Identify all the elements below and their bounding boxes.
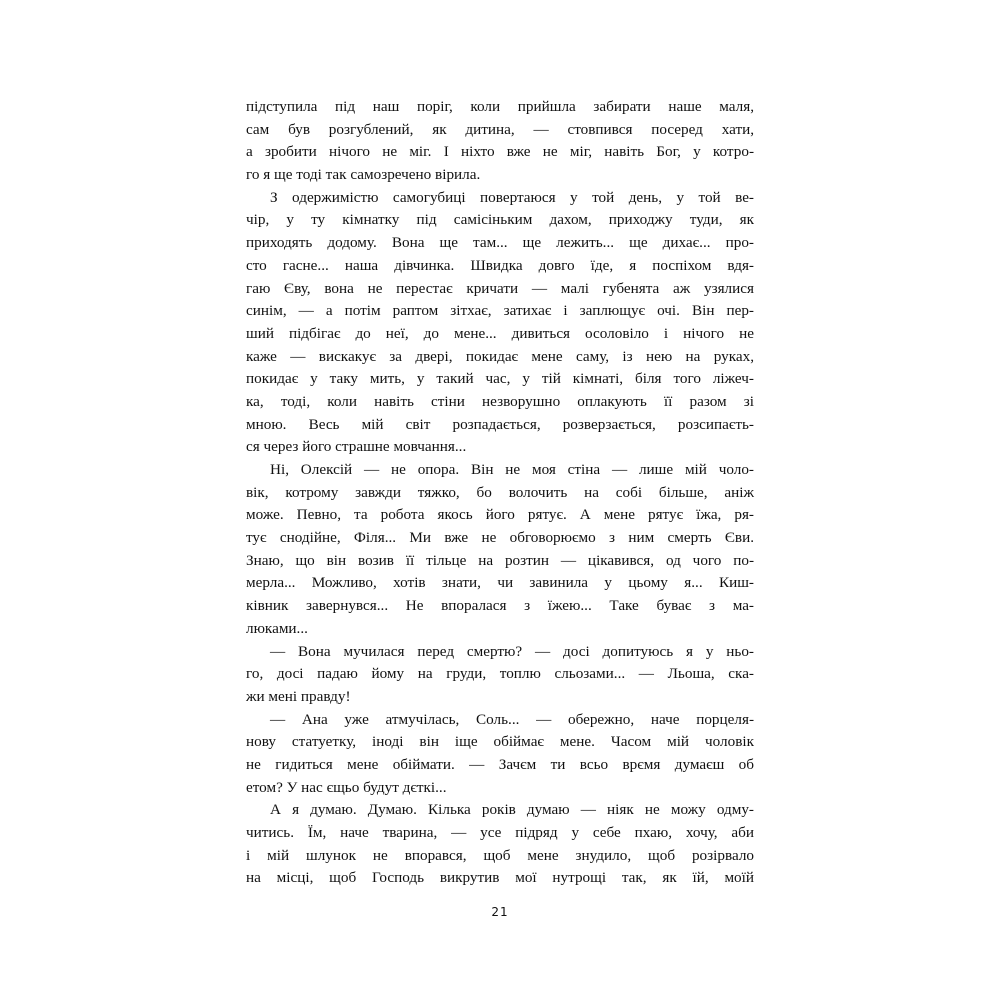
- text-line: а зробити нічого не міг. І ніхто вже не міг, навіть Бог, у котро-: [246, 143, 754, 161]
- text-line: сто гасне... наша дівчинка. Швидка довго їде, я поспіхом вдя-: [246, 256, 754, 274]
- paragraph-first-line: З одержимістю самогубиці повертаюся у той день, у той ве-: [270, 188, 754, 206]
- text-line: гаю Єву, вона не перестає кричати — малі губенята аж узялися: [246, 279, 754, 297]
- text-line: каже — вискакує за двері, покидає мене саму, із нею на руках,: [246, 347, 754, 365]
- text-line: етом? У нас єщьо будут дєткі...: [246, 778, 447, 796]
- text-line: покидає у таку мить, у такий час, у тій кімнаті, біля того ліжеч-: [246, 370, 754, 388]
- text-line: ший підбігає до неї, до мене... дивиться осоловіло і нічого не: [246, 324, 754, 342]
- page-number: 21: [491, 905, 509, 919]
- text-line: мерла... Можливо, хотів знати, чи завинила у цьому я... Киш-: [246, 574, 754, 592]
- text-line: люками...: [246, 619, 308, 637]
- text-line: чір, у ту кімнатку під самісіньким дахом, приходжу туди, як: [246, 211, 754, 229]
- text-line: го, досі падаю йому на груди, топлю сльозами... — Льоша, ска-: [246, 665, 754, 683]
- text-line: Знаю, що він возив її тільце на розтин — цікавився, од чого по-: [246, 551, 754, 569]
- text-line: ківник завернувся... Не впоралася з їжею... Таке буває з ма-: [246, 597, 754, 615]
- paragraph-first-line: Ні, Олексій — не опора. Він не моя стіна — лише мій чоло-: [270, 461, 754, 478]
- text-line: жи мені правду!: [246, 687, 351, 705]
- text-line: ка, тоді, коли навіть стіни незворушно оплакують її разом зі: [246, 392, 754, 410]
- paragraph-first-line: А я думаю. Думаю. Кілька років думаю — ніяк не можу одму-: [270, 801, 754, 819]
- text-line: підступила під наш поріг, коли прийшла забирати наше маля,: [246, 98, 754, 115]
- text-line: приходять додому. Вона ще там... ще лежить... ще дихає... про-: [246, 234, 754, 252]
- text-line: може. Певно, та робота якось його рятує. А мене рятує їжа, ря-: [246, 506, 754, 524]
- text-line: мною. Весь мій світ розпадається, розверзається, розсипаєть-: [246, 415, 754, 433]
- paragraph-first-line: — Ана уже атмучілась, Соль... — обережно, наче порцеля-: [270, 710, 754, 728]
- paragraph-first-line: — Вона мучилася перед смертю? — досі допитуюсь я у ньо-: [270, 642, 754, 660]
- text-line: читись. Їм, наче тварина, — усе підряд у себе пхаю, хочу, аби: [246, 824, 754, 841]
- text-line: го я ще тоді так самозречено вірила.: [246, 166, 481, 184]
- text-line: синім, — а потім раптом зітхає, затихає і заплющує очі. Він пер-: [246, 302, 754, 320]
- text-line: і мій шлунок не впорався, щоб мене знудило, щоб розірвало: [246, 846, 754, 864]
- text-line: сам був розгублений, як дитина, — стовпився посеред хати,: [246, 120, 754, 138]
- text-line: тує снодійне, Філя... Ми вже не обговорюємо з ним смерть Єви.: [246, 529, 754, 547]
- text-line: на місці, щоб Господь викрутив мої нутрощі так, як їй, моїй: [246, 869, 754, 887]
- text-line: нову статуетку, іноді він іще обіймає мене. Часом мій чоловік: [246, 733, 754, 751]
- body-text: [246, 96, 754, 890]
- text-line: вік, котрому завжди тяжко, бо волочить на собі більше, аніж: [246, 483, 754, 501]
- text-line: ся через його страшне мовчання...: [246, 438, 467, 456]
- text-line: не гидиться мене обіймати. — Зачєм ти всьо врємя думаєш об: [246, 755, 754, 773]
